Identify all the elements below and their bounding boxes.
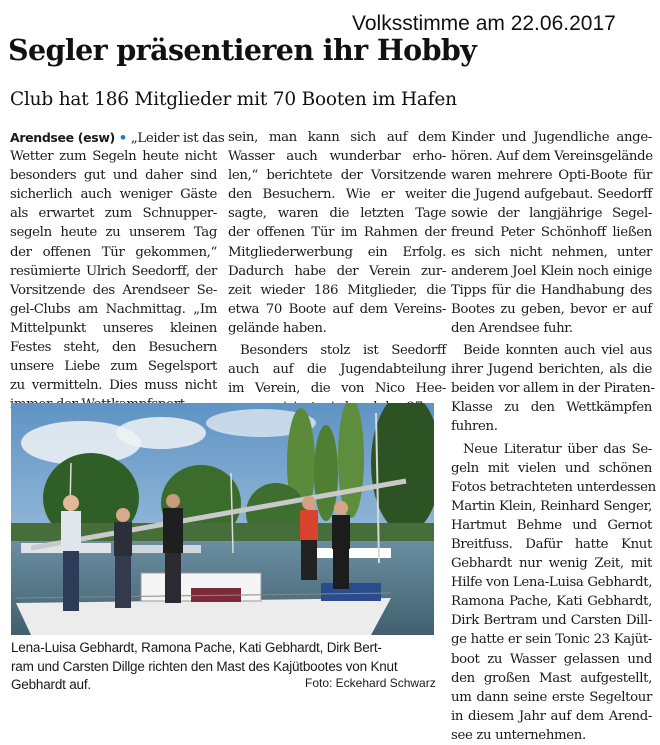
text-line: Tipps für die Handhabung des bbox=[451, 282, 652, 298]
text-line: hören. Auf dem Vereinsgelände bbox=[451, 149, 653, 165]
text-line: im Verein, die von Nico Hee- bbox=[228, 381, 446, 397]
text-line: zu vermitteln. Dies muss nicht bbox=[10, 378, 217, 394]
text-line: resümierte Ulrich Seedorff, der bbox=[10, 263, 217, 279]
text-line: Neue Literatur über das Se- bbox=[463, 441, 652, 457]
text-line: Bootes zu geben, bevor er auf bbox=[451, 301, 652, 317]
text-line: gel-Clubs am Nachmittag. „Im bbox=[10, 301, 217, 317]
source-note: Volksstimme am 22.06.2017 bbox=[352, 12, 616, 35]
text-line: anderem Joel Klein noch einige bbox=[451, 263, 652, 279]
text-line: Klasse zu den Wettkämpfen bbox=[451, 400, 652, 416]
text-line: Dadurch habe der Verein zur- bbox=[228, 263, 446, 279]
text-line: besonders gut und daher sind bbox=[10, 168, 217, 184]
text-line: um dann seine erste Segeltour bbox=[451, 689, 652, 705]
text-line: segeln heute zu unserem Tag bbox=[10, 225, 217, 241]
text-line: Mitgliederwerbung ein Erfolg. bbox=[228, 244, 446, 260]
text-line: Gebhardt nur wenig Zeit, mit bbox=[451, 556, 652, 572]
text-line: waren mehrere Opti-Boote für bbox=[451, 168, 652, 184]
text-line: Fotos betrachteten unterdessen bbox=[451, 479, 656, 495]
bullet-icon: • bbox=[118, 131, 127, 146]
text-line: zeit wieder 186 Mitglieder, die bbox=[228, 282, 446, 298]
caption-line: ram und Carsten Dillge richten den Mast des Kajütbootes von Knut bbox=[11, 658, 398, 674]
text-line: beiden vor allem in der Piraten- bbox=[451, 381, 655, 397]
text-line: den Arendsee fuhr. bbox=[451, 320, 573, 336]
text-line: Wetter zum Segeln heute nicht bbox=[10, 149, 217, 165]
text-line: boot zu Wasser gelassen und bbox=[451, 651, 652, 667]
article-photo bbox=[11, 403, 434, 635]
text-line: in diesem Jahr auf dem Arend- bbox=[451, 708, 652, 724]
text-line: Festes steht, den Besuchern bbox=[10, 340, 217, 356]
dateline: Arendsee (esw) bbox=[10, 130, 115, 145]
text-line: see zu unternehmen. bbox=[451, 727, 586, 743]
text-line: sowie der langjährige Segel- bbox=[451, 206, 652, 222]
sailboat-photo-illustration bbox=[11, 403, 434, 635]
caption-line: Lena-Luisa Gebhardt, Ramona Pache, Kati Gebhardt, Dirk Bert- bbox=[11, 640, 382, 655]
subheadline: Club hat 186 Mitglieder mit 70 Booten im Hafen bbox=[10, 89, 457, 110]
text-line: Hilfe von Lena-Luisa Gebhardt, bbox=[451, 575, 653, 591]
text-line: der offenen Tür im Rahmen der bbox=[228, 225, 446, 241]
text-line: Hartmut Behme und Gernot bbox=[451, 517, 652, 533]
text-line: der offenen Tür gekommen,“ bbox=[10, 244, 217, 260]
photo-credit: Foto: Eckehard Schwarz bbox=[305, 676, 436, 690]
text-line: Martin Klein, Reinhard Senger, bbox=[451, 498, 652, 514]
article-column-2 bbox=[228, 128, 446, 417]
text-line: Dirk Bertram und Carsten Dill- bbox=[451, 613, 652, 629]
text-line: als erwartet zum Schnupper- bbox=[10, 206, 217, 222]
text-line: auch auf die Jugendabteilung bbox=[228, 362, 446, 378]
text-line: gelände haben. bbox=[228, 320, 327, 336]
text-line: den großen Mast aufgestellt, bbox=[451, 670, 652, 686]
caption-line: Gebhardt auf. bbox=[11, 677, 91, 692]
text-line: sagte, waren die letzten Tage bbox=[228, 206, 446, 222]
text-line: es sich nicht nehmen, unter bbox=[451, 244, 652, 260]
text-line: Arendsee (esw) • „Leider ist das bbox=[10, 130, 225, 146]
text-line: Beide konnten auch viel aus bbox=[463, 343, 652, 359]
text-line: die Jugend aufgebaut. Seedorff bbox=[451, 187, 652, 203]
article-column-3 bbox=[451, 128, 656, 745]
text-line: geln mit vielen und schönen bbox=[451, 460, 652, 476]
text-line: Wasser auch wunderbar erho- bbox=[228, 149, 446, 165]
text-line: sicherlich auch weniger Gäste bbox=[10, 187, 217, 203]
text-line: sein, man kann sich auf dem bbox=[228, 130, 446, 145]
text-line: Ramona Pache, Kati Gebhardt, bbox=[451, 594, 652, 610]
text-line: freund Peter Schönhoff ließen bbox=[451, 225, 652, 241]
text-line: den Besuchern. Wie er weiter bbox=[228, 187, 446, 203]
text-line: Besonders stolz ist Seedorff bbox=[240, 343, 446, 359]
text-line: Kinder und Jugendliche ange- bbox=[451, 130, 652, 145]
text-line: ge hatte er sein Tonic 23 Kajüt- bbox=[451, 632, 652, 648]
text-line: etwa 70 Boote auf dem Vereins- bbox=[228, 301, 446, 317]
article-column-1 bbox=[10, 128, 225, 414]
text-line: fuhren. bbox=[451, 419, 498, 435]
text-line: Vorsitzende des Arendseer Se- bbox=[10, 282, 217, 298]
text-line: Breitfuss. Dafür hatte Knut bbox=[451, 536, 652, 552]
text-line: len,“ berichtete der Vorsitzende bbox=[228, 168, 446, 184]
text-line: unsere Liebe zum Segelsport bbox=[10, 359, 217, 375]
text-line: ihrer Jugend berichten, als die bbox=[451, 362, 652, 378]
headline: Segler präsentieren ihr Hobby bbox=[8, 33, 477, 67]
text-line: Mittelpunkt unseres kleinen bbox=[10, 320, 217, 336]
